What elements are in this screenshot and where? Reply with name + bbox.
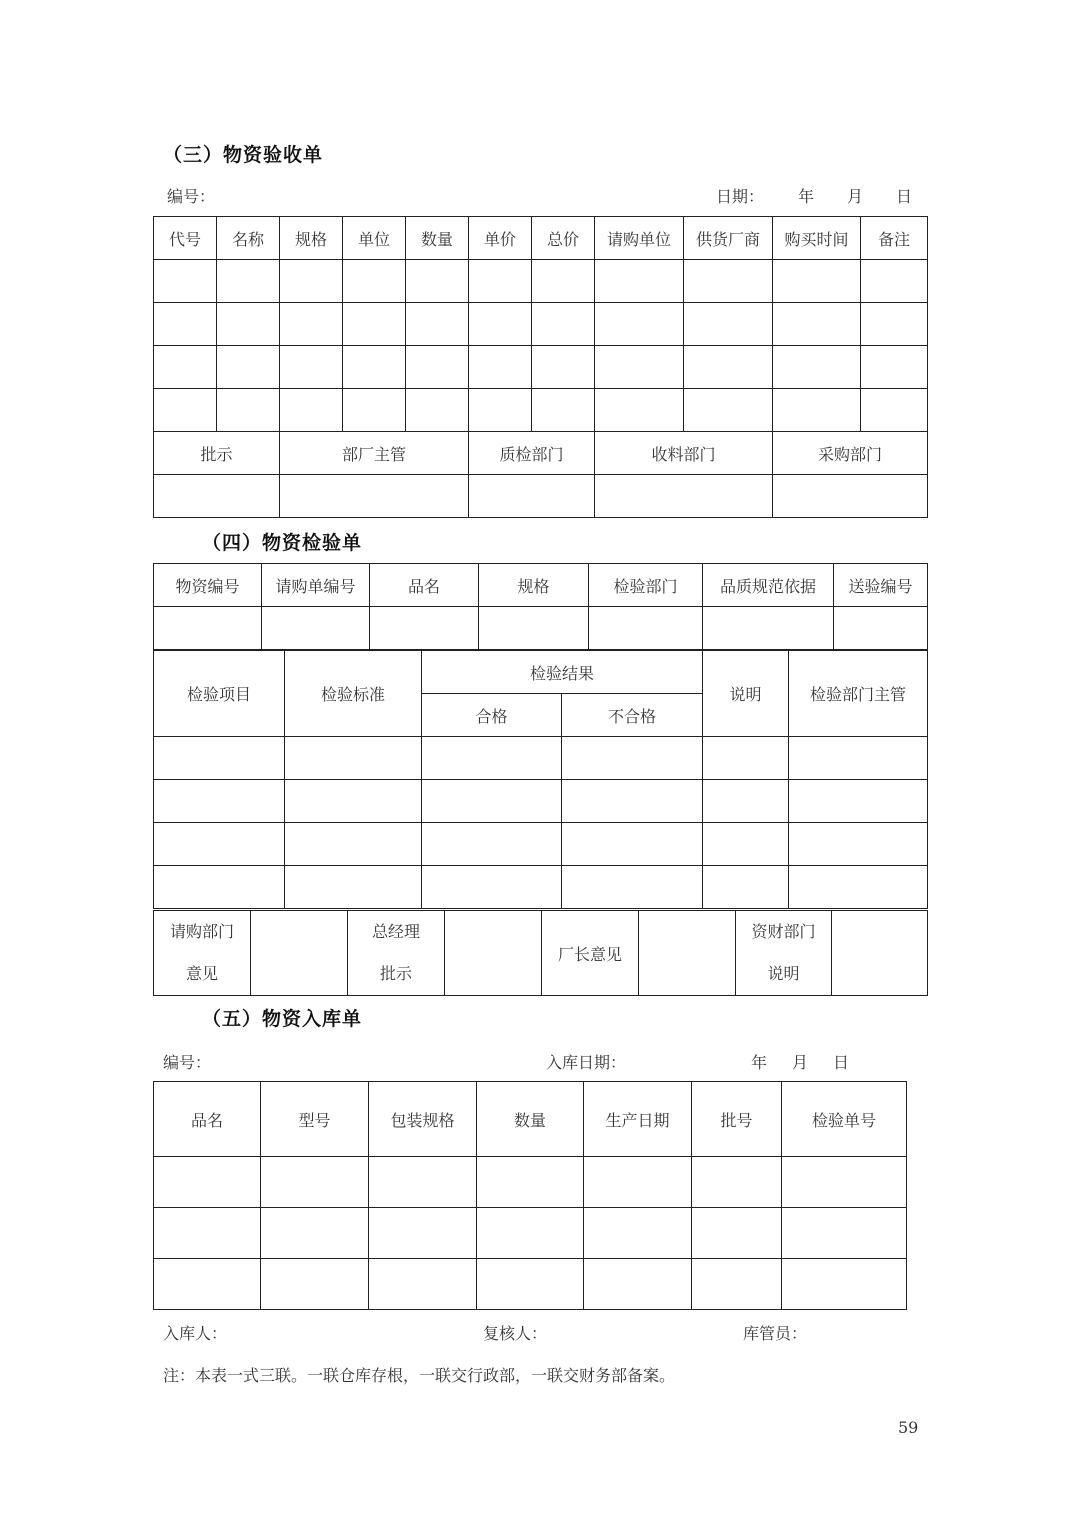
section3-month: 月 (847, 187, 864, 206)
input-cell[interactable] (370, 607, 479, 650)
input-cell[interactable] (406, 260, 469, 303)
input-cell[interactable] (280, 260, 343, 303)
table-row (154, 823, 928, 866)
dept-head-header: 检验部门主管 (789, 651, 928, 737)
header-cell: 购买时间 (773, 217, 861, 260)
input-cell[interactable] (280, 346, 343, 389)
input-cell[interactable] (861, 303, 928, 346)
header-cell: 名称 (217, 217, 280, 260)
sign-cell[interactable] (154, 475, 280, 518)
input-cell[interactable] (789, 823, 928, 866)
header-cell: 品名 (154, 1082, 261, 1157)
header-cell: 单价 (469, 217, 532, 260)
input-cell[interactable] (154, 1157, 261, 1208)
input-cell[interactable] (595, 260, 684, 303)
input-cell[interactable] (469, 303, 532, 346)
input-cell[interactable] (422, 737, 562, 780)
receiver-label: 入库人： (163, 1324, 228, 1343)
input-cell[interactable] (343, 346, 406, 389)
fail-header: 不合格 (562, 694, 703, 737)
section5-date-label: 入库日期： (546, 1053, 627, 1072)
table-row (154, 607, 928, 650)
table-row (154, 1157, 907, 1208)
input-cell[interactable] (285, 823, 422, 866)
sign-cell[interactable] (773, 475, 928, 518)
input-cell[interactable] (422, 823, 562, 866)
gm-approval-cell[interactable] (445, 911, 542, 996)
input-cell[interactable] (154, 737, 285, 780)
input-cell[interactable] (861, 389, 928, 432)
sign-label: 收料部门 (595, 432, 773, 475)
input-cell[interactable] (154, 780, 285, 823)
result-header-row (154, 651, 928, 694)
input-cell[interactable] (262, 607, 370, 650)
header-cell: 包装规格 (369, 1082, 477, 1157)
header-cell: 规格 (280, 217, 343, 260)
input-cell[interactable] (532, 303, 595, 346)
sign-label-row (154, 432, 928, 475)
input-cell[interactable] (782, 1259, 907, 1310)
section3-year: 年 (798, 187, 815, 206)
input-cell[interactable] (217, 389, 280, 432)
header-cell: 品质规范依据 (703, 564, 834, 607)
input-cell[interactable] (834, 607, 928, 650)
input-cell[interactable] (406, 346, 469, 389)
input-cell[interactable] (285, 866, 422, 909)
gm-line1: 总经理 (371, 922, 420, 941)
inspect-item-header: 检验项目 (154, 651, 285, 737)
sign-label: 采购部门 (773, 432, 928, 475)
input-cell[interactable] (782, 1157, 907, 1208)
header-cell: 请购单编号 (262, 564, 370, 607)
inspection-top-table (153, 563, 928, 650)
input-cell[interactable] (469, 389, 532, 432)
page-number: 59 (898, 1418, 919, 1437)
input-cell[interactable] (261, 1157, 369, 1208)
gm-line2: 批示 (379, 964, 412, 983)
sign-label: 质检部门 (469, 432, 595, 475)
inspect-result-header: 检验结果 (422, 651, 703, 694)
sign-cell[interactable] (280, 475, 469, 518)
table-row (154, 389, 928, 432)
input-cell[interactable] (154, 607, 262, 650)
table-row (154, 866, 928, 909)
input-cell[interactable] (562, 866, 703, 909)
inspection-header-row (154, 564, 928, 607)
input-cell[interactable] (861, 346, 928, 389)
input-cell[interactable] (703, 607, 834, 650)
input-cell[interactable] (154, 1259, 261, 1310)
section5-number-label: 编号： (163, 1053, 212, 1072)
header-cell: 总价 (532, 217, 595, 260)
input-cell[interactable] (584, 1157, 692, 1208)
sign-label: 部厂主管 (280, 432, 469, 475)
input-cell[interactable] (422, 780, 562, 823)
table-row (154, 346, 928, 389)
table-row (154, 260, 928, 303)
section3-date-label: 日期： (716, 187, 765, 206)
pass-header: 合格 (422, 694, 562, 737)
input-cell[interactable] (532, 260, 595, 303)
input-cell[interactable] (684, 303, 773, 346)
input-cell[interactable] (692, 1157, 782, 1208)
header-cell: 单位 (343, 217, 406, 260)
input-cell[interactable] (343, 260, 406, 303)
input-cell[interactable] (469, 346, 532, 389)
reviewer-label: 复核人： (483, 1324, 548, 1343)
input-cell[interactable] (369, 1157, 477, 1208)
table-row (154, 737, 928, 780)
input-cell[interactable] (595, 346, 684, 389)
header-cell: 生产日期 (584, 1082, 692, 1157)
acceptance-header-row (154, 217, 928, 260)
inspect-standard-header: 检验标准 (285, 651, 422, 737)
input-cell[interactable] (684, 389, 773, 432)
req-dept-line2: 意见 (185, 964, 218, 983)
approval-row (154, 911, 928, 996)
section5-year: 年 (751, 1053, 768, 1072)
input-cell[interactable] (285, 737, 422, 780)
finance-line1: 资财部门 (751, 922, 816, 941)
req-dept-opinion-cell[interactable] (251, 911, 348, 996)
table-row (154, 780, 928, 823)
section5-title: （五）物资入库单 (202, 1008, 363, 1030)
section4-title: （四）物资检验单 (202, 532, 363, 554)
header-cell: 检验部门 (589, 564, 703, 607)
table-row (154, 1208, 907, 1259)
input-cell[interactable] (782, 1208, 907, 1259)
req-dept-line1: 请购部门 (169, 922, 234, 941)
input-cell[interactable] (789, 780, 928, 823)
input-cell[interactable] (562, 737, 703, 780)
req-dept-label (154, 911, 251, 996)
input-cell[interactable] (422, 866, 562, 909)
gm-label (348, 911, 445, 996)
input-cell[interactable] (369, 1208, 477, 1259)
input-cell[interactable] (280, 389, 343, 432)
input-cell[interactable] (562, 780, 703, 823)
input-cell[interactable] (532, 389, 595, 432)
input-cell[interactable] (343, 303, 406, 346)
input-cell[interactable] (584, 1208, 692, 1259)
input-cell[interactable] (789, 737, 928, 780)
input-cell[interactable] (773, 346, 861, 389)
input-cell[interactable] (369, 1259, 477, 1310)
sign-cell[interactable] (469, 475, 595, 518)
warehouse-header-row (154, 1082, 907, 1157)
input-cell[interactable] (684, 260, 773, 303)
input-cell[interactable] (343, 389, 406, 432)
input-cell[interactable] (154, 260, 217, 303)
section3-title: （三）物资验收单 (163, 144, 324, 166)
input-cell[interactable] (684, 346, 773, 389)
input-cell[interactable] (469, 260, 532, 303)
factory-opinion-label: 厂长意见 (542, 911, 639, 996)
input-cell[interactable] (477, 1259, 584, 1310)
input-cell[interactable] (595, 389, 684, 432)
input-cell[interactable] (773, 389, 861, 432)
input-cell[interactable] (280, 303, 343, 346)
header-cell: 品名 (370, 564, 479, 607)
factory-opinion-cell[interactable] (639, 911, 736, 996)
input-cell[interactable] (562, 823, 703, 866)
input-cell[interactable] (692, 1259, 782, 1310)
section5-month: 月 (792, 1053, 809, 1072)
acceptance-table (153, 216, 928, 518)
input-cell[interactable] (217, 346, 280, 389)
finance-label (736, 911, 832, 996)
section5-day: 日 (833, 1053, 850, 1072)
input-cell[interactable] (861, 260, 928, 303)
header-cell: 检验单号 (782, 1082, 907, 1157)
input-cell[interactable] (789, 866, 928, 909)
input-cell[interactable] (595, 303, 684, 346)
input-cell[interactable] (479, 607, 589, 650)
input-cell[interactable] (154, 823, 285, 866)
header-cell: 数量 (477, 1082, 584, 1157)
input-cell[interactable] (584, 1259, 692, 1310)
input-cell[interactable] (703, 866, 789, 909)
input-cell[interactable] (406, 303, 469, 346)
sign-label: 批示 (154, 432, 280, 475)
input-cell[interactable] (154, 866, 285, 909)
footnote: 注：本表一式三联。一联仓库存根，一联交行政部，一联交财务部备案。 (163, 1366, 676, 1385)
input-cell[interactable] (477, 1208, 584, 1259)
input-cell[interactable] (154, 389, 217, 432)
input-cell[interactable] (154, 1208, 261, 1259)
finance-line2: 说明 (767, 964, 800, 983)
header-cell: 数量 (406, 217, 469, 260)
header-cell: 供货厂商 (684, 217, 773, 260)
input-cell[interactable] (261, 1259, 369, 1310)
input-cell[interactable] (154, 346, 217, 389)
header-cell: 送验编号 (834, 564, 928, 607)
sign-cell[interactable] (595, 475, 773, 518)
table-row (154, 1259, 907, 1310)
input-cell[interactable] (703, 823, 789, 866)
input-cell[interactable] (217, 303, 280, 346)
header-cell: 规格 (479, 564, 589, 607)
input-cell[interactable] (703, 780, 789, 823)
input-cell[interactable] (217, 260, 280, 303)
section3-number-label: 编号： (167, 187, 216, 206)
finance-note-cell[interactable] (832, 911, 928, 996)
keeper-label: 库管员： (743, 1324, 808, 1343)
input-cell[interactable] (477, 1157, 584, 1208)
header-cell: 请购单位 (595, 217, 684, 260)
warehouse-table (153, 1081, 907, 1310)
input-cell[interactable] (285, 780, 422, 823)
input-cell[interactable] (692, 1208, 782, 1259)
input-cell[interactable] (154, 303, 217, 346)
table-row (154, 303, 928, 346)
input-cell[interactable] (589, 607, 703, 650)
header-cell: 物资编号 (154, 564, 262, 607)
input-cell[interactable] (773, 260, 861, 303)
header-cell: 备注 (861, 217, 928, 260)
input-cell[interactable] (532, 346, 595, 389)
section3-day: 日 (896, 187, 913, 206)
approval-table (153, 910, 928, 996)
header-cell: 代号 (154, 217, 217, 260)
sign-value-row (154, 475, 928, 518)
header-cell: 批号 (692, 1082, 782, 1157)
input-cell[interactable] (703, 737, 789, 780)
input-cell[interactable] (773, 303, 861, 346)
inspection-result-table (153, 650, 928, 909)
input-cell[interactable] (406, 389, 469, 432)
note-header: 说明 (703, 651, 789, 737)
input-cell[interactable] (261, 1208, 369, 1259)
header-cell: 型号 (261, 1082, 369, 1157)
